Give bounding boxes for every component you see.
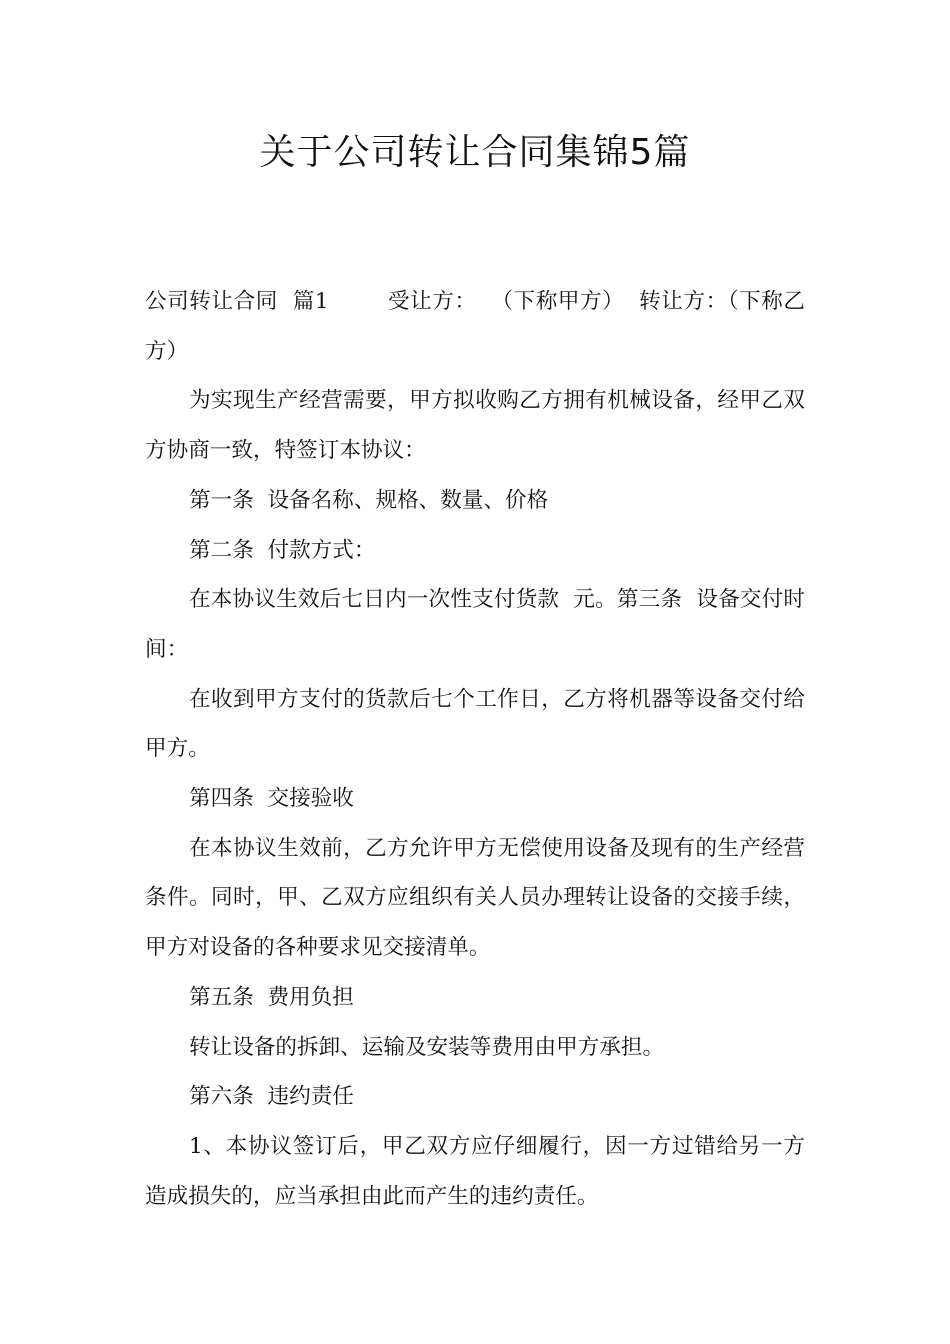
paragraph-article-1: 第一条 设备名称、规格、数量、价格 bbox=[189, 487, 549, 513]
document-body bbox=[145, 277, 805, 1221]
document-title: 关于公司转让合同集锦5篇 bbox=[259, 132, 691, 173]
paragraph-liability: 1、本协议签订后，甲乙双方应仔细履行，因一方过错给另一方造成损失的，应当承担由此而产生的违约责任。 bbox=[145, 1133, 805, 1209]
paragraph-intro: 为实现生产经营需要，甲方拟收购乙方拥有机械设备，经甲乙双方协商一致，特签订本协议： bbox=[145, 388, 805, 464]
paragraph-delivery: 在收到甲方支付的货款后七个工作日，乙方将机器等设备交付给甲方。 bbox=[145, 686, 805, 762]
paragraph-article-6: 第六条 违约责任 bbox=[189, 1084, 354, 1110]
paragraph-article-5: 第五条 费用负担 bbox=[189, 984, 354, 1010]
paragraph-article-2: 第二条 付款方式： bbox=[189, 537, 376, 563]
paragraph-acceptance: 在本协议生效前，乙方允许甲方无偿使用设备及现有的生产经营条件。同时，甲、乙双方应组织有关人员办理转让设备的交接手续，甲方对设备的各种要求见交接清单。 bbox=[145, 835, 805, 961]
paragraph-costs: 转让设备的拆卸、运输及安装等费用由甲方承担。 bbox=[189, 1034, 665, 1060]
paragraph-article-4: 第四条 交接验收 bbox=[189, 786, 354, 812]
paragraph-payment: 在本协议生效后七日内一次性支付货款 元。第三条 设备交付时间： bbox=[145, 587, 805, 662]
paragraph-heading-line: 公司转让合同 篇1 受让方： （下称甲方） 转让方：（下称乙方） bbox=[145, 289, 805, 364]
